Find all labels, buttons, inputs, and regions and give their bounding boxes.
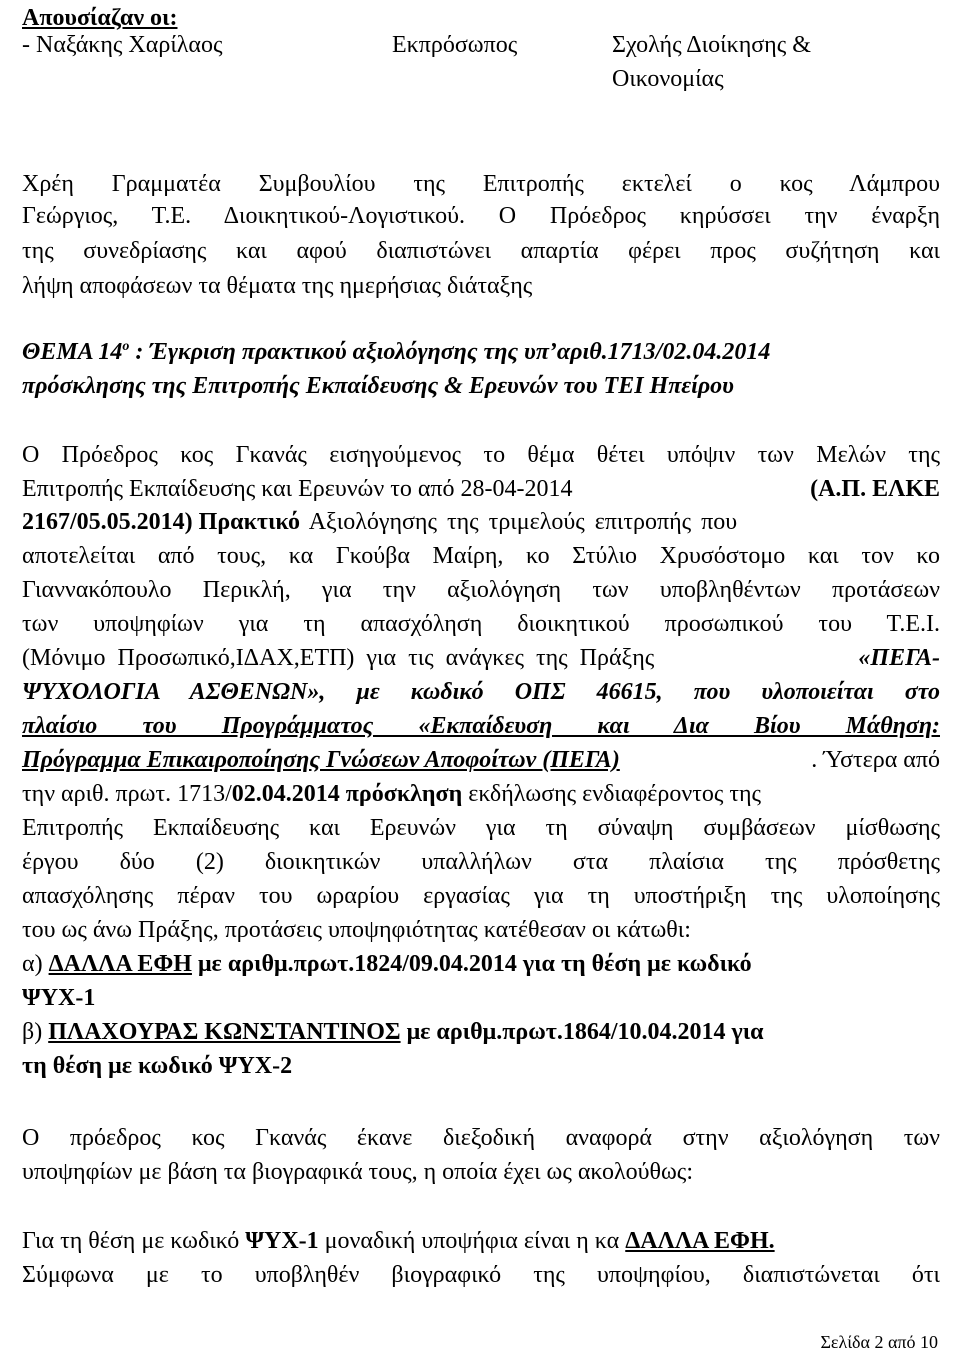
- candidate-b: [22, 1017, 940, 1047]
- absent-member-name: - Ναξάκης Χαρίλαος: [22, 32, 223, 58]
- body-invitation: 02.04.2014 πρόσκληση: [231, 781, 463, 807]
- body-line: απασχόλησης πέραν του ωραρίου εργασίας για τη υποστήριξη της υλοποίησης: [22, 883, 940, 909]
- body-text: εκδήλωσης ενδιαφέροντος της: [462, 781, 762, 807]
- body-line: [22, 474, 940, 504]
- body-text: την αριθ. πρωτ. 1713/: [22, 781, 232, 807]
- body-line: [22, 507, 940, 537]
- body-text: Επιτροπής Εκπαίδευσης και Ερευνών το από 28-04-2014: [22, 476, 573, 502]
- candidate-b-code: τη θέση με κωδικό ΨΥΧ-2: [22, 1053, 293, 1079]
- absent-member-role: Εκπρόσωπος: [392, 32, 518, 58]
- absent-member-org-cont: Οικονομίας: [612, 66, 724, 92]
- candidate-a-details: με αριθμ.πρωτ.1824/09.04.2014 για τη θέση με κωδικό: [191, 951, 752, 977]
- topic-sup: ο: [122, 339, 130, 354]
- topic-title: [22, 337, 940, 367]
- body-line: Γιαννακόπουλο Περικλή, για την αξιολόγηση των υποβληθέντων προτάσεων: [22, 577, 940, 603]
- intro-line: λήψη αποφάσεων τα θέματα της ημερήσιας διάταξης: [22, 273, 533, 299]
- topic-title-cont: πρόσκλησης της Επιτροπής Εκπαίδευσης & Ερευνών του ΤΕΙ Ηπείρου: [22, 373, 734, 399]
- candidate-a-marker: α): [22, 951, 49, 977]
- body-line: Ο Πρόεδρος κος Γκανάς εισηγούμενος το θέμα θέτει υπόψιν των Μελών της: [22, 442, 940, 468]
- body-line: πλαίσιο του Προγράμματος «Εκπαίδευση και Δια Βίου Μάθηση:: [22, 713, 940, 739]
- body-line: [22, 745, 940, 775]
- absent-heading: Απουσίαζαν οι:: [22, 5, 178, 31]
- position-text: Για τη θέση με κωδικό: [22, 1228, 246, 1254]
- candidate-b-details: με αριθμ.πρωτ.1864/10.04.2014 για: [400, 1019, 764, 1045]
- topic-prefix: ΘΕΜΑ 14: [22, 339, 123, 365]
- body-project: «ΠΕΓΑ-: [858, 645, 940, 671]
- position-candidate: ΔΑΛΛΑ ΕΦΗ.: [625, 1228, 775, 1254]
- absent-member-org: Σχολής Διοίκησης &: [612, 32, 811, 58]
- intro-line: της συνεδρίασης και αφού διαπιστώνει απαρτία φέρει προς συζήτηση και: [22, 238, 940, 264]
- position-text: μοναδική υποψήφια είναι η κα: [318, 1228, 626, 1254]
- body-line: [22, 643, 940, 673]
- body-line: του ως άνω Πράξης, προτάσεις υποψηφιότητας κατέθεσαν οι κάτωθι:: [22, 917, 691, 943]
- body-line: αποτελείται από τους, κα Γκούβα Μαίρη, κο Στύλιο Χρυσόστομο και τον κο: [22, 543, 940, 569]
- document-page: [22, 0, 940, 1355]
- candidate-b-marker: β): [22, 1019, 49, 1045]
- evaluation-line: υποψηφίων με βάση τα βιογραφικά τους, η οποία έχει ως ακολούθως:: [22, 1159, 693, 1185]
- candidate-b-name: ΠΛΑΧΟΥΡΑΣ ΚΩΝΣΤΑΝΤΙΝΟΣ: [48, 1019, 401, 1045]
- intro-line: Γεώργιος, Τ.Ε. Διοικητικού-Λογιστικού. Ο Πρόεδρος κηρύσσει την έναρξη: [22, 203, 940, 229]
- body-text: Αξιολόγησης της τριμελούς επιτροπής που: [300, 509, 738, 535]
- topic-rest: : Έγκριση πρακτικού αξιολόγησης της υπ’αριθ.1713/02.04.2014: [129, 339, 771, 365]
- candidate-a: [22, 949, 940, 979]
- body-line: ΨΥΧΟΛΟΓΙΑ ΑΣΘΕΝΩΝ», με κωδικό ΟΠΣ 46615, που υλοποιείται στο: [22, 679, 940, 705]
- position-line: [22, 1226, 940, 1256]
- body-line: έργου δύο (2) διοικητικών υπαλλήλων στα πλαίσια της πρόσθετης: [22, 849, 940, 875]
- position-code: ΨΥΧ-1: [245, 1228, 319, 1254]
- page-number: Σελίδα 2 από 10: [820, 1332, 938, 1352]
- body-text: . Ύστερα από: [811, 747, 940, 773]
- position-line: Σύμφωνα με το υποβληθέν βιογραφικό της υποψηφίου, διαπιστώνεται ότι: [22, 1262, 940, 1288]
- body-line: των υποψηφίων για τη απασχόληση διοικητικού προσωπικού του Τ.Ε.Ι.: [22, 611, 940, 637]
- body-ref: (Α.Π. ΕΛΚΕ: [810, 476, 940, 502]
- body-ref: 2167/05.05.2014) Πρακτικό: [22, 509, 301, 535]
- body-programme: Πρόγραμμα Επικαιροποίησης Γνώσεων Αποφοίτων (ΠΕΓΑ): [22, 747, 620, 773]
- body-line: [22, 779, 940, 809]
- candidate-a-code: ΨΥΧ-1: [22, 985, 96, 1011]
- evaluation-line: Ο πρόεδρος κος Γκανάς έκανε διεξοδική αναφορά στην αξιολόγηση των: [22, 1125, 940, 1151]
- body-line: Επιτροπής Εκπαίδευσης και Ερευνών για τη σύναψη συμβάσεων μίσθωσης: [22, 815, 940, 841]
- body-text: (Μόνιμο Προσωπικό,ΙΔΑΧ,ΕΤΠ) για τις ανάγκες της Πράξης: [22, 645, 655, 671]
- candidate-a-name: ΔΑΛΛΑ ΕΦΗ: [48, 951, 192, 977]
- intro-line: Χρέη Γραμματέα Συμβουλίου της Επιτροπής εκτελεί ο κος Λάμπρου: [22, 171, 940, 197]
